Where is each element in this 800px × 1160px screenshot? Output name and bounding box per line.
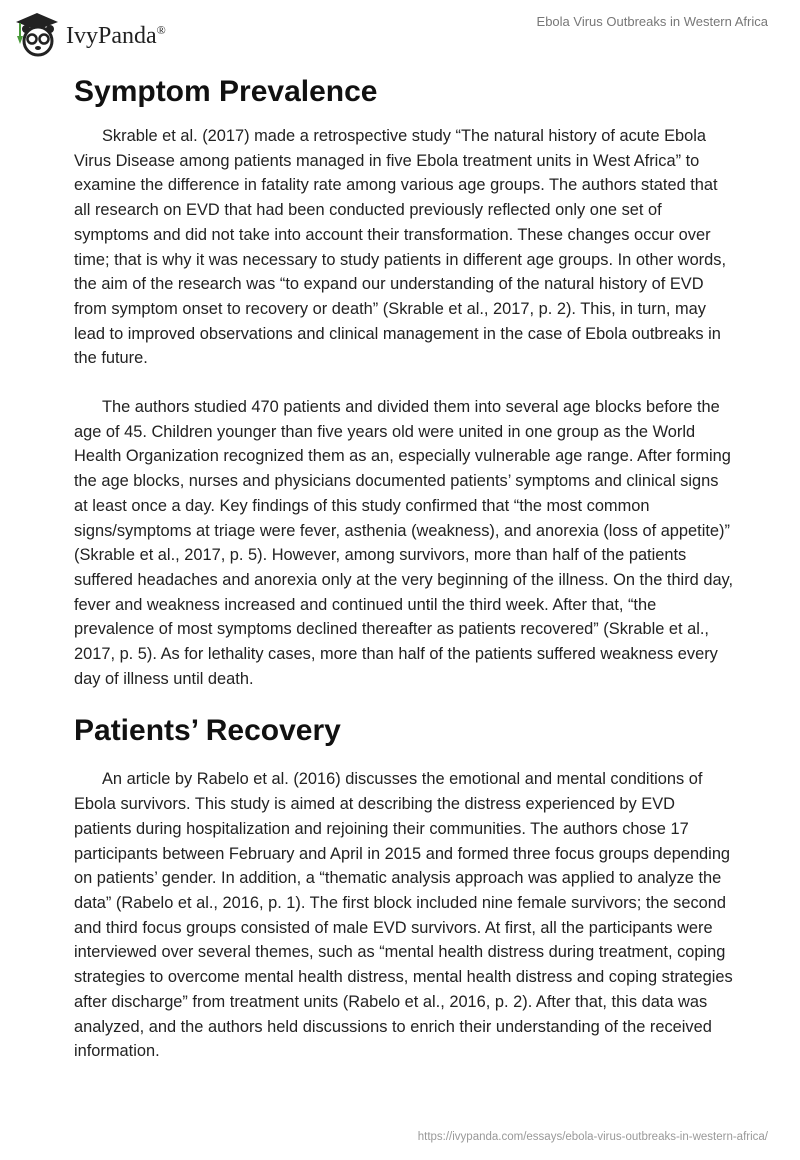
- section-heading: Patients’ Recovery: [74, 714, 341, 748]
- paragraph: The authors studied 470 patients and divided them into several age blocks before the age of 45. Children younger than five years old were united in one group as the World Health Organization recognized them as an, especially vulnerable age range. After forming the age blocks, nurses and physicians documented patients’ symptoms and clinical signs at least once a day. Key findings of this study confirmed that “the most common signs/symptoms at triage were fever, asthenia (weakness), and anorexia (loss of appetite)” (Skrable et al., 2017, p. 5). However, among survivors, more than half of the patients suffered headaches and anorexia only at the very beginning of the illness. On the third day, fever and weakness increased and continued until the third week. After that, “the prevalence of most symptoms declined thereafter as patients recovered” (Skrable et al., 2017, p. 5). As for lethality cases, more than half of the patients suffered weakness every day of illness until death.: [74, 398, 734, 688]
- document-title: Ebola Virus Outbreaks in Western Africa: [536, 14, 768, 29]
- essay-content: [74, 72, 734, 1064]
- paragraph: Skrable et al. (2017) made a retrospective study “The natural history of acute Ebola Virus Disease among patients managed in five Ebola treatment units in West Africa” to examine the difference in fatality rate among various age groups. The authors stated that all research on EVD that had been conducted previously reflected only one set of symptoms and did not take into account their transformation. These changes occur over time; that is why it was necessary to study patients in different age groups. In other words, the aim of the research was “to expand our understanding of the natural history of EVD from symptom onset to recovery or death” (Skrable et al., 2017, p. 2). This, in turn, may lead to improved observations and clinical management in the case of Ebola outbreaks in the future.: [74, 127, 727, 368]
- ivypanda-logo[interactable]: [12, 8, 166, 58]
- section-heading: Symptom Prevalence: [74, 75, 378, 108]
- paragraph: An article by Rabelo et al. (2016) discusses the emotional and mental conditions of Ebola survivors. This study is aimed at describing the distress experienced by EVD patients during hospitalization and rejoining their communities. The authors chose 17 participants between February and April in 2015 and formed three focus groups depending on patients’ gender. In addition, a “thematic analysis approach was applied to analyze the data” (Rabelo et al., 2016, p. 1). The first block included nine female survivors; the second and third focus groups consisted of male EVD survivors. At first, all the participants were interviewed over several themes, such as “mental health distress during treatment, coping strategies to overcome mental health distress, mental health distress and coping strategies after discharge” from treatment units (Rabelo et al., 2016, p. 2). After that, this data was analyzed, and the authors held discussions to enrich their understanding of the received information.: [74, 770, 733, 1061]
- source-url[interactable]: https://ivypanda.com/essays/ebola-virus-outbreaks-in-western-africa/: [417, 1131, 768, 1143]
- panda-graduate-icon: [12, 8, 62, 58]
- logo-text: IvyPanda®: [66, 22, 166, 49]
